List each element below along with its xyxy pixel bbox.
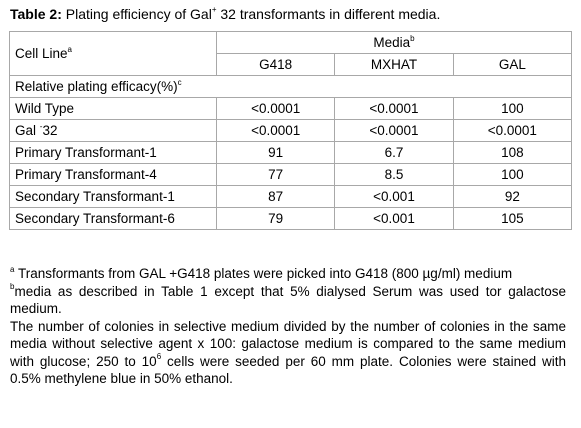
- plating-efficiency-table: [9, 31, 572, 230]
- table-row: [10, 208, 572, 230]
- table-cell: <0.0001: [335, 120, 453, 142]
- table-row: [10, 98, 572, 120]
- row-label: Secondary Transformant-6: [10, 208, 217, 230]
- table-row: [10, 164, 572, 186]
- table-cell: <0.0001: [453, 120, 571, 142]
- row-label: Secondary Transformant-1: [10, 186, 217, 208]
- table-cell: <0.0001: [335, 98, 453, 120]
- table-row: [10, 186, 572, 208]
- table-label: Table 2:: [10, 6, 62, 22]
- table-cell: 79: [217, 208, 335, 230]
- row-label: Wild Type: [10, 98, 217, 120]
- table-caption: [10, 5, 440, 23]
- table-cell: <0.001: [335, 208, 453, 230]
- column-header-gal: GAL: [453, 54, 571, 76]
- table-cell: 100: [453, 164, 571, 186]
- header-row-1: [10, 32, 572, 54]
- table-cell: 91: [217, 142, 335, 164]
- footnotes: [10, 265, 566, 388]
- row-label: Gal -32: [10, 120, 217, 142]
- table-cell: 108: [453, 142, 571, 164]
- table-cell: 8.5: [335, 164, 453, 186]
- table-row: [10, 142, 572, 164]
- media-header: Media$^b$: [217, 32, 572, 54]
- footnote-b: $^b$media as described in Table 1 except that 5% dialysed Serum was used tor galactose medium.: [10, 282, 566, 316]
- table-cell: 87: [217, 186, 335, 208]
- footnote-a: $^a$ Transformants from GAL +G418 plates were picked into G418 (800 µg/ml) medium: [10, 264, 513, 281]
- section-label: Relative plating efficacy(%)$^c$: [10, 76, 572, 98]
- table-cell: 77: [217, 164, 335, 186]
- table-cell: <0.0001: [217, 98, 335, 120]
- caption-text-end: 32 transformants in different media.: [216, 6, 441, 22]
- table-cell: 100: [453, 98, 571, 120]
- row-label: Primary Transformant-4: [10, 164, 217, 186]
- caption-superscript: +: [211, 5, 217, 15]
- row-label: Primary Transformant-1: [10, 142, 217, 164]
- footnote-c: The number of colonies in selective medium divided by the number of colonies in the same media without selective agent x 100: galactose medium is compared to the same medium with glucose; 250 to $10^6$ cells were seeded per 60 mm plate. Colonies were stained with 0.5% methylene blue in 50% ethanol.: [10, 318, 566, 386]
- column-header-g418: G418: [217, 54, 335, 76]
- section-row: [10, 76, 572, 98]
- column-header-mxhat: MXHAT: [335, 54, 453, 76]
- table-cell: 6.7: [335, 142, 453, 164]
- table-row: [10, 120, 572, 142]
- table-cell: 105: [453, 208, 571, 230]
- cell-line-header: Cell Line$^a$: [10, 32, 217, 76]
- caption-text: Plating efficiency of Gal: [61, 6, 212, 22]
- table-cell: 92: [453, 186, 571, 208]
- table-cell: <0.001: [335, 186, 453, 208]
- table-cell: <0.0001: [217, 120, 335, 142]
